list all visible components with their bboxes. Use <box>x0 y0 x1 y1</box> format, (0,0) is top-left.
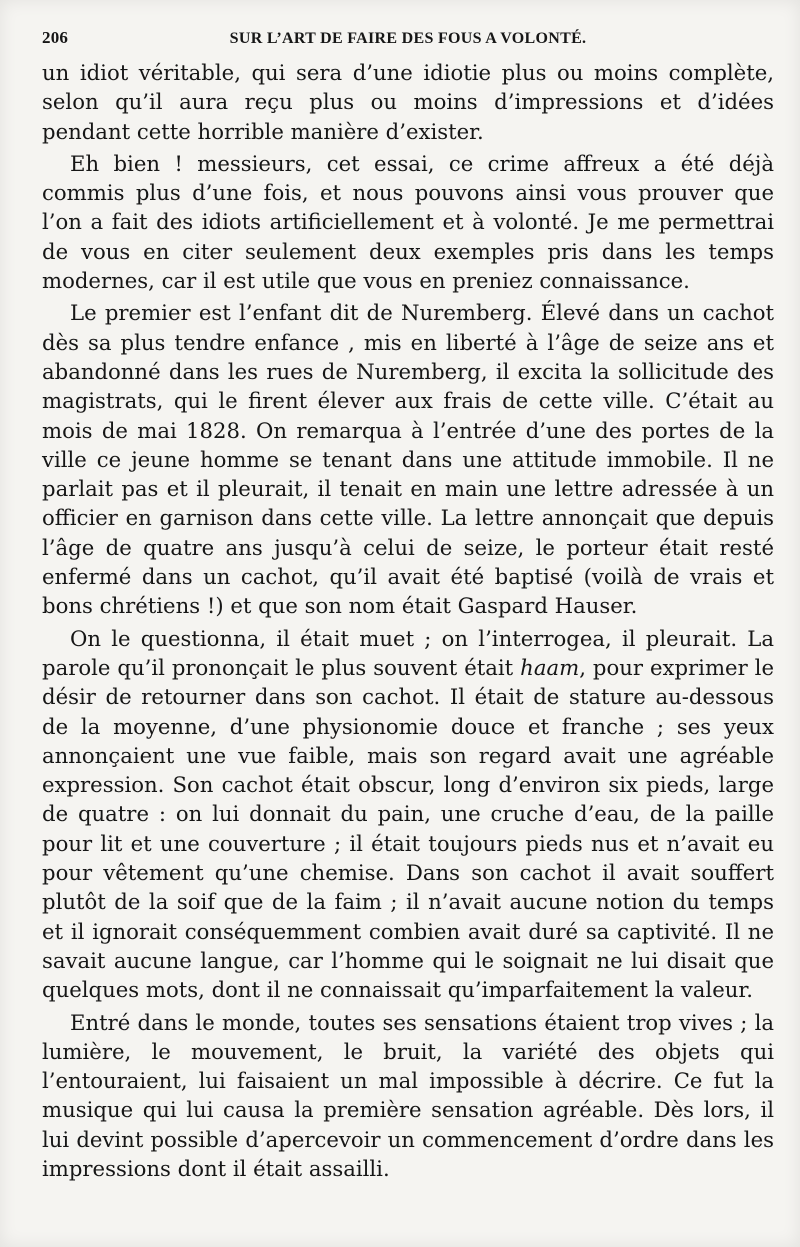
paragraph-4 <box>42 624 774 1005</box>
page-header <box>42 28 774 48</box>
paragraph-4-text-after: , pour exprimer le désir de retourner dans son cachot. Il était de stature au-dessous de la moyenne, d’une physionomie douce et franche ; ses yeux annonçaient une vue faible, mais son regard avait une agréable expression. Son cachot était obscur, long d’environ six pieds, large de quatre : on lui donnait du pain, une cruche d’eau, de la paille pour lit et une couverture ; il était toujours pieds nus et n’avait eu pour vêtement qu’une chemise. Dans son cachot il avait souffert plutôt de la soif que de la faim ; il n’avait aucune notion du temps et il ignorait conséquemment combien avait duré sa captivité. Il ne savait aucune langue, car l’homme qui le soignait ne lui disait que quelques mots, dont il ne connaissait qu’imparfaitement la valeur. <box>42 654 774 1003</box>
paragraph-5: Entré dans le monde, toutes ses sensations étaient trop vives ; la lumière, le mouvement, le bruit, la variété des objets qui l’entouraient, lui faisaient un mal impossible à décrire. Ce fut la musique qui lui causa la première sensation agréable. Dès lors, il lui devint possible d’apercevoir un commencement d’ordre dans les impressions dont il était assailli. <box>42 1009 774 1181</box>
paragraph-4-text-before: On le questionna, il était muet ; on l’interrogea, il pleurait. La parole qu’il prononçait le plus souvent était <box>42 625 774 680</box>
running-head: SUR L’ART DE FAIRE DES FOUS A VOLONTÉ. <box>229 30 587 47</box>
italic-word-haam: haam <box>520 654 580 680</box>
page-number: 206 <box>42 28 69 47</box>
paragraph-2: Eh bien ! messieurs, cet essai, ce crime affreux a été déjà commis plus d’une fois, et nous pouvons ainsi vous prouver que l’on a fait des idiots artificiellement et à volonté. Je me permettrai de vous en citer seulement deux exemples pris dans les temps modernes, car il est utile que vous en preniez connaissance. <box>42 150 774 294</box>
paragraph-3: Le premier est l’enfant dit de Nuremberg. Élevé dans un cachot dès sa plus tendre enfance , mis en liberté à l’âge de seize ans et abandonné dans les rues de Nuremberg, il excita la sollicitude des magistrats, qui le firent élever aux frais de cette ville. C’était au mois de mai 1828. On remarqua à l’entrée d’une des portes de la ville ce jeune homme se tenant dans une attitude immobile. Il ne parlait pas et il pleurait, il tenait en main une lettre adressée à un officier en garnison dans cette ville. La lettre annonçait que depuis l’âge de quatre ans jusqu’à celui de seize, le porteur était resté enfermé dans un cachot, qu’il avait été baptisé (voilà de vrais et bons chrétiens !) et que son nom était Gaspard Hauser. <box>42 300 774 619</box>
body-text <box>42 58 774 1183</box>
paragraph-1: un idiot véritable, qui sera d’une idiotie plus ou moins complète, selon qu’il aura reçu plus ou moins d’impressions et d’idées pendant cette horrible manière d’exister. <box>42 60 774 144</box>
